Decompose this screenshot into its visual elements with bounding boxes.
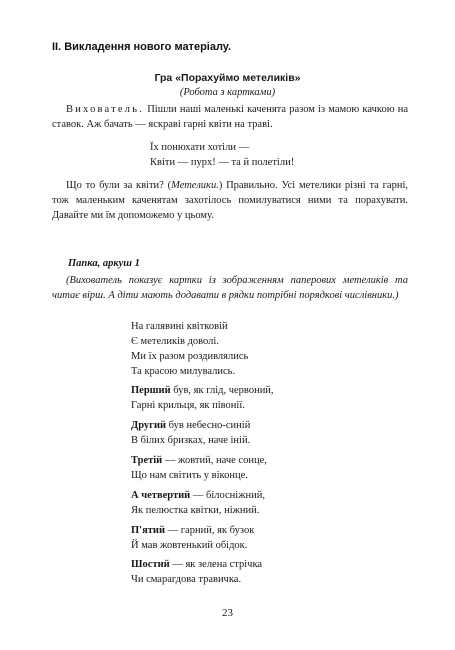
poem-line-text: був, як глід, червоний, xyxy=(170,385,274,396)
question-rest: ) Правильно. Усі метелики різні та гарні, тож маленьким каченятам захотілось помилуватися ними та порахувати. Давайте ми їм допоможемо у цьому. xyxy=(52,180,408,221)
poem-line: Є метеликів доволі. xyxy=(131,336,219,347)
question-answer: Метелики. xyxy=(171,180,219,191)
question-paragraph xyxy=(52,178,408,223)
section-heading: II. Викладення нового матеріалу. xyxy=(52,41,232,53)
poem-line xyxy=(131,523,254,538)
folder-label: Папка, аркуш 1 xyxy=(68,258,140,269)
verse-line: Їх понюхати хотіли — xyxy=(150,142,250,153)
intro-text: Пішли наші маленькі каченята разом із мамою качкою на ставок. Аж бачать — яскраві гарні квіти на траві. xyxy=(52,104,408,130)
poem-line: Ми їх разом роздивлялись xyxy=(131,351,249,362)
poem-stanza xyxy=(131,488,265,518)
question-lead: Що то були за квіти? ( xyxy=(66,180,172,191)
poem-line: Чи смарагдова травичка. xyxy=(131,574,242,585)
poem-intro xyxy=(131,319,248,379)
poem-line: На галявині квітковій xyxy=(131,321,228,332)
poem-line: В білих бризках, наче іній. xyxy=(131,435,251,446)
poem-line: Що нам світить у віконце. xyxy=(131,470,248,481)
ordinal-word: Другий xyxy=(131,420,167,431)
short-verse xyxy=(150,140,294,170)
poem-line-text: був небесно-синій xyxy=(166,420,251,431)
verse-line: Квіти — пурх! — та й полетіли! xyxy=(150,157,295,168)
poem-stanza xyxy=(131,523,254,553)
poem-line: Як пелюстка квітки, ніжний. xyxy=(131,505,260,516)
ordinal-word: Перший xyxy=(131,385,171,396)
poem-stanza xyxy=(131,383,274,413)
game-title: Гра «Порахуймо метеликів» xyxy=(154,72,301,84)
poem-line-text: — гарний, як бузок xyxy=(165,525,255,536)
poem-line-text: — білосніжний, xyxy=(190,490,265,501)
ordinal-word: П'ятий xyxy=(131,525,166,536)
poem-line xyxy=(131,488,265,503)
poem-line: Й мав жовтенький обідок. xyxy=(131,540,248,551)
poem-line: Та красою милувались. xyxy=(131,366,236,377)
poem-line xyxy=(131,557,262,572)
poem-line: Гарні крильця, як півонії. xyxy=(131,400,245,411)
ordinal-word: А четвертий xyxy=(131,490,191,501)
ordinal-word: Шостий xyxy=(131,559,170,570)
page-number: 23 xyxy=(222,607,233,619)
poem-line xyxy=(131,383,274,398)
game-subtitle: (Робота з картками) xyxy=(179,87,276,98)
poem-stanza xyxy=(131,453,267,483)
poem-stanza xyxy=(131,557,262,587)
poem-stanza xyxy=(131,418,250,448)
poem-line-text: — як зелена стрічка xyxy=(169,559,263,570)
ordinal-word: Третій xyxy=(131,455,163,466)
poem-line-text: — жовтий, наче сонце, xyxy=(162,455,267,466)
poem-line xyxy=(131,418,250,433)
speaker-label: Вихователь. xyxy=(66,104,145,115)
poem-line xyxy=(131,453,267,468)
intro-paragraph xyxy=(52,102,408,132)
stage-direction: (Вихователь показує картки із зображенням паперових метеликів та читає вірш. А діти мають додавати в рядки потрібні порядкові числівники.) xyxy=(52,275,408,301)
